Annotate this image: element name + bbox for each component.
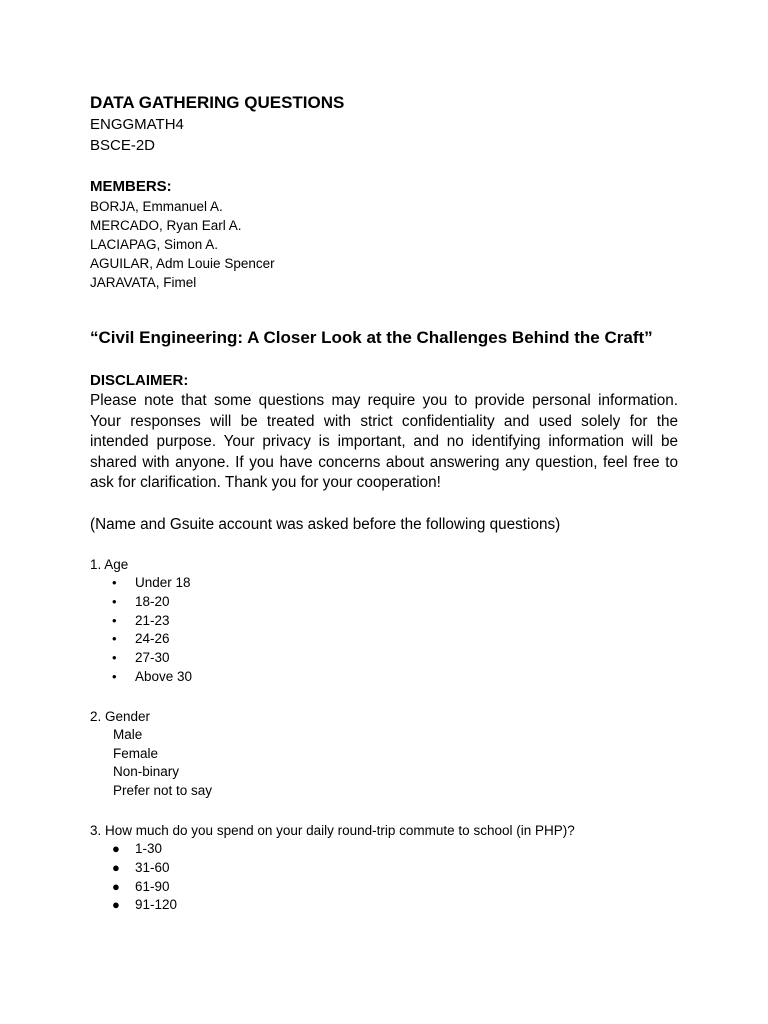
option-label: 18-20 <box>135 593 170 609</box>
option-label: Female <box>113 745 159 761</box>
option-item <box>90 630 678 649</box>
document-page <box>90 92 678 915</box>
bullet-icon: ● <box>112 840 120 856</box>
member-name: LACIAPAG, Simon A. <box>90 237 219 252</box>
gender-options <box>90 726 678 801</box>
member-list <box>90 197 678 292</box>
option-item <box>90 574 678 593</box>
option-label: Prefer not to say <box>113 783 213 799</box>
option-item <box>90 649 678 668</box>
bullet-icon: ● <box>112 859 120 875</box>
question-commute-cost: 3. How much do you spend on your daily round-trip commute to school (in PHP)? <box>90 822 575 838</box>
bullet-icon: ● <box>112 878 120 894</box>
member-name: BORJA, Emmanuel A. <box>90 199 223 214</box>
option-item <box>90 593 678 612</box>
bullet-icon: ● <box>112 897 120 913</box>
option-label: 27-30 <box>135 650 170 666</box>
members-heading: MEMBERS: <box>90 178 172 195</box>
member-name: MERCADO, Ryan Earl A. <box>90 218 242 233</box>
document-title: DATA GATHERING QUESTIONS <box>90 93 345 112</box>
option-label: Male <box>113 726 143 742</box>
bullet-icon: • <box>112 650 117 666</box>
course-code: ENGGMATH4 <box>90 116 184 133</box>
option-label: 61-90 <box>135 878 170 894</box>
option-item <box>90 878 678 897</box>
option-label: 24-26 <box>135 631 170 647</box>
option-label: 21-23 <box>135 612 170 628</box>
question-gender: 2. Gender <box>90 708 151 724</box>
option-label: 1-30 <box>135 840 163 856</box>
bullet-icon: • <box>112 668 117 684</box>
option-label: Non-binary <box>113 764 180 780</box>
bullet-icon: • <box>112 631 117 647</box>
bullet-icon: • <box>112 612 117 628</box>
option-item <box>90 859 678 878</box>
member-name: JARAVATA, Fimel <box>90 275 197 290</box>
study-title: “Civil Engineering: A Closer Look at the Challenges Behind the Craft” <box>90 328 653 347</box>
member-name: AGUILAR, Adm Louie Spencer <box>90 256 275 271</box>
option-label: 91-120 <box>135 897 178 913</box>
commute-cost-options <box>90 840 678 915</box>
option-item <box>90 840 678 859</box>
option-label: 31-60 <box>135 859 170 875</box>
bullet-icon: • <box>112 574 117 590</box>
disclaimer-text: Please note that some questions may require you to provide personal information. Your responses will be treated with strict confidentiality and used solely for the intended purpose. Your privacy is important, and no identifying information will be shared with anyone. If you have concerns about answering any question, feel free to ask for clarification. Thank you for your cooperation! <box>90 392 678 492</box>
option-item <box>90 612 678 631</box>
option-label: Under 18 <box>135 574 191 590</box>
class-section: BSCE-2D <box>90 137 156 154</box>
bullet-icon: • <box>112 593 117 609</box>
option-label: Above 30 <box>135 668 193 684</box>
option-item <box>90 668 678 687</box>
option-item <box>90 896 678 915</box>
survey-note: (Name and Gsuite account was asked before the following questions) <box>90 515 561 533</box>
age-options <box>90 574 678 687</box>
disclaimer-heading: DISCLAIMER: <box>90 372 189 389</box>
question-age: 1. Age <box>90 556 129 572</box>
